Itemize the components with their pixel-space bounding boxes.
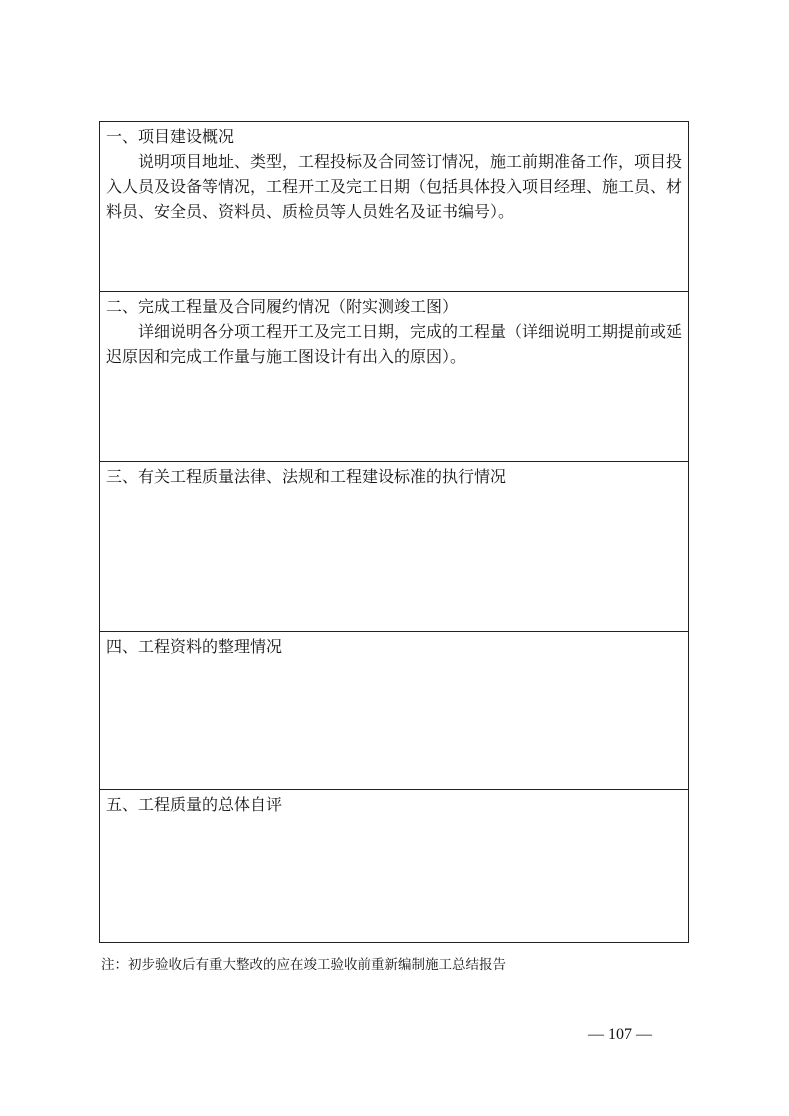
section-description: 说明项目地址、类型，工程投标及合同签订情况，施工前期准备工作，项目投入人员及设备等情况，工程开工及完工日期（包括具体投入项目经理、施工员、材料员、安全员、资料员、质检员等人员姓名及证书编号）。 bbox=[106, 152, 683, 221]
section-title: 三、有关工程质量法律、法规和工程建设标准的执行情况 bbox=[106, 467, 507, 486]
section-description: 详细说明各分项工程开工及完工日期，完成的工程量（详细说明工期提前或延迟原因和完成工作量与施工图设计有出入的原因）。 bbox=[106, 322, 683, 366]
page-number: — 107 — bbox=[588, 1026, 652, 1043]
section-project-overview bbox=[100, 122, 688, 292]
section-contract-performance bbox=[100, 292, 688, 462]
section-standards-compliance bbox=[100, 462, 688, 632]
footnote: 注：初步验收后有重大整改的应在竣工验收前重新编制施工总结报告 bbox=[101, 957, 506, 973]
section-title: 四、工程资料的整理情况 bbox=[106, 637, 283, 656]
section-documents-arrangement bbox=[100, 632, 688, 790]
section-title: 二、完成工程量及合同履约情况（附实测竣工图） bbox=[106, 297, 459, 316]
section-title: 五、工程质量的总体自评 bbox=[106, 795, 283, 814]
section-quality-self-evaluation bbox=[100, 790, 688, 942]
section-title: 一、项目建设概况 bbox=[106, 127, 235, 146]
report-form-table bbox=[99, 121, 689, 943]
